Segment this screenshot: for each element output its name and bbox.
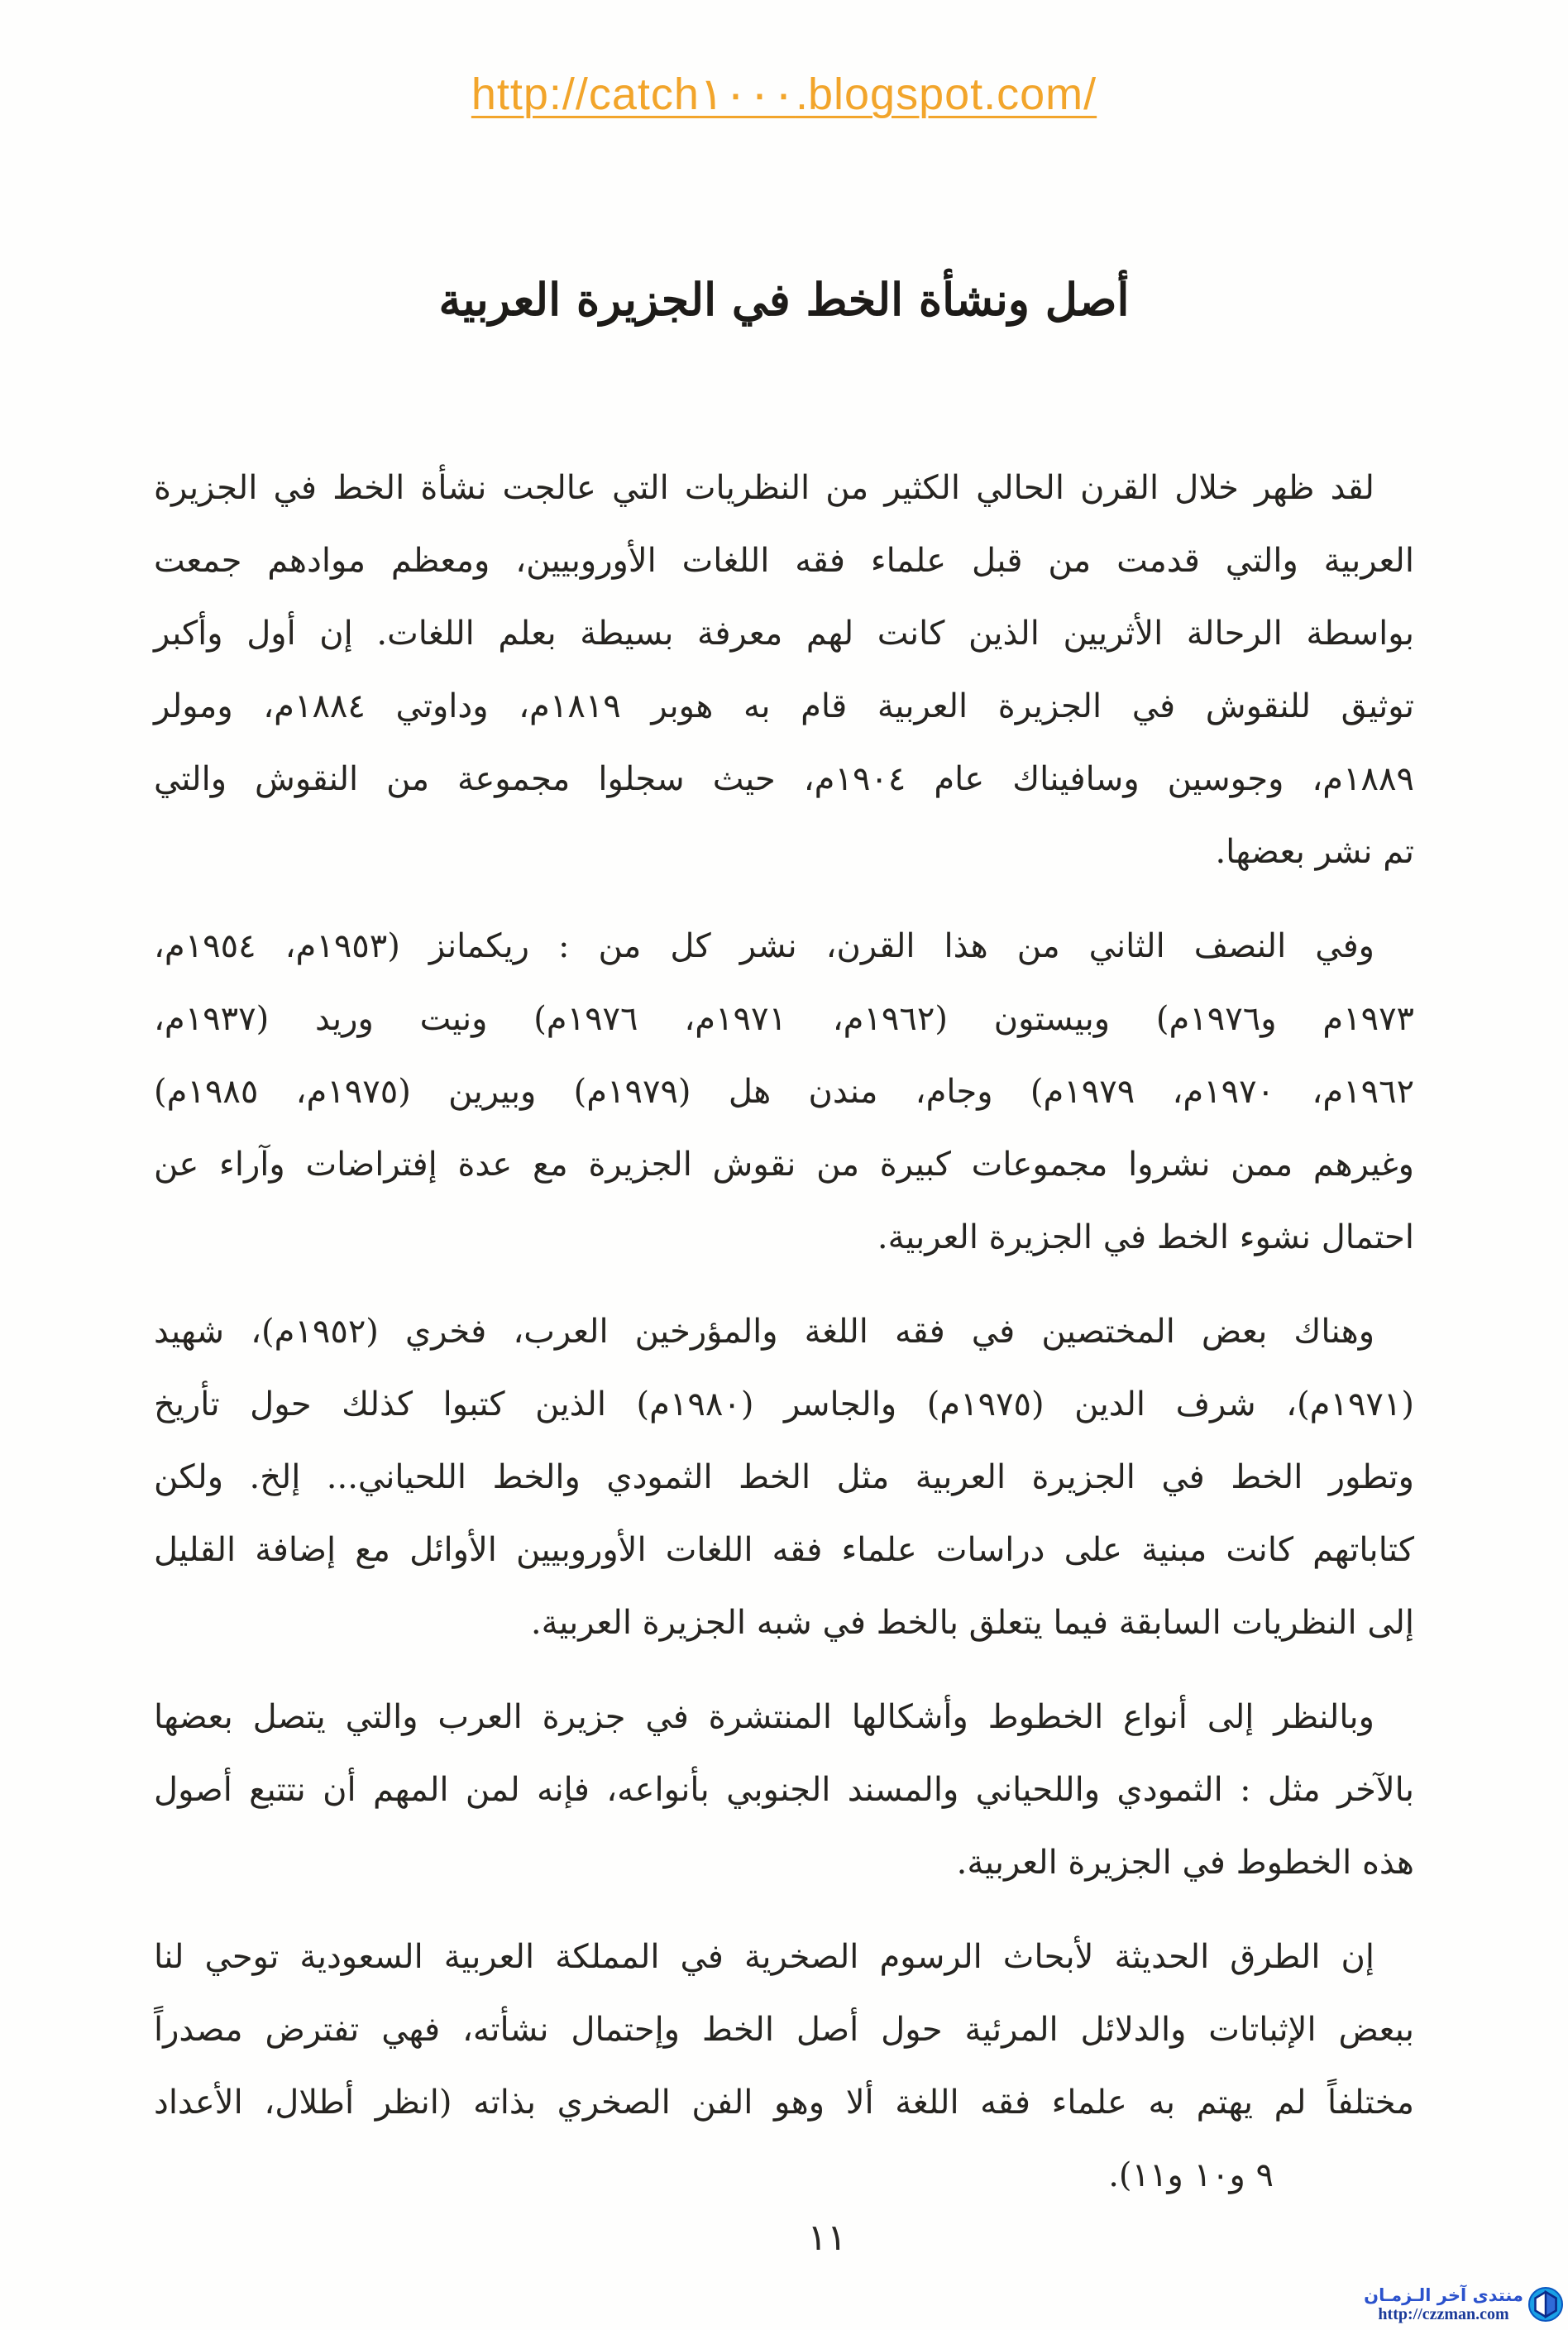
text-line: (١٩٧١م)، شرف الدين (١٩٧٥م) والجاسر (١٩٨٠م) الذين كتبوا كذلك حول تأريخ [154, 1385, 1414, 1423]
text-line: كتاباتهم كانت مبنية على دراسات علماء فقه اللغات الأوروبيين الأوائل مع إضافة القليل [154, 1531, 1414, 1569]
blog-url-link[interactable]: http://catch١٠٠٠.blogspot.com/ [471, 69, 1097, 119]
text-line: لقد ظهر خلال القرن الحالي الكثير من النظريات التي عالجت نشأة الخط في الجزيرة [154, 469, 1374, 507]
text-line: هذه الخطوط في الجزيرة العربية. [956, 1844, 1414, 1882]
text-line: وهناك بعض المختصين في فقه اللغة والمؤرخين العرب، فخري (١٩٥٢م)، شهيد [154, 1313, 1375, 1351]
page-title: أصل ونشأة الخط في الجزيرة العربية [438, 273, 1130, 326]
paragraph-5 [154, 1921, 1414, 2212]
forum-name: منتدى آخر الـزمـان [1364, 2285, 1523, 2305]
forum-logo-icon [1528, 2287, 1563, 2322]
text-line: ١٩٧٣م و١٩٧٦م) وبيستون (١٩٦٢م، ١٩٧١م، ١٩٧٦م) ونيت وريد (١٩٣٧م، [154, 1000, 1415, 1038]
text-line: احتمال نشوء الخط في الجزيرة العربية. [877, 1218, 1414, 1256]
forum-watermark-text [1364, 2285, 1523, 2323]
text-line: إن الطرق الحديثة لأبحاث الرسوم الصخرية في المملكة العربية السعودية توحي لنا [154, 1938, 1375, 1976]
text-line: وتطور الخط في الجزيرة العربية مثل الخط الثمودي والخط اللحياني... إلخ. ولكن [154, 1458, 1414, 1496]
text-line: ببعض الإثباتات والدلائل المرئية حول أصل الخط وإحتمال نشأته، فهي تفترض مصدراً [154, 2011, 1414, 2049]
text-line: بالآخر مثل : الثمودي واللحياني والمسند الجنوبي بأنواعه، فإنه لمن المهم أن نتتبع أصول [154, 1771, 1414, 1809]
paragraph-1 [154, 452, 1414, 888]
body-text [154, 452, 1414, 2233]
page-number: ١١ [807, 2217, 847, 2259]
text-line: مختلفاً لم يهتم به علماء فقه اللغة ألا وهو الفن الصخري بذاته (انظر أطلال، الأعداد [154, 2084, 1414, 2122]
paragraph-4 [154, 1681, 1414, 1899]
forum-watermark [1364, 2285, 1563, 2323]
text-line: ١٩٦٢م، ١٩٧٠م، ١٩٧٩م) وجام، مندن هل (١٩٧٩م) وبيرين (١٩٧٥م، ١٩٨٥م) [154, 1073, 1415, 1111]
text-line: إلى النظريات السابقة فيما يتعلق بالخط في شبه الجزيرة العربية. [530, 1604, 1414, 1642]
forum-url-link[interactable]: http://czzman.com [1378, 2305, 1509, 2323]
text-line: تم نشر بعضها. [1215, 833, 1414, 871]
text-line: بواسطة الرحالة الأثريين الذين كانت لهم معرفة بسيطة بعلم اللغات. إن أول وأكبر [154, 615, 1414, 653]
text-line: وغيرهم ممن نشروا مجموعات كبيرة من نقوش الجزيرة مع عدة إفتراضات وآراء عن [154, 1146, 1414, 1184]
text-line: وبالنظر إلى أنواع الخطوط وأشكالها المنتشرة في جزيرة العرب والتي يتصل بعضها [154, 1698, 1374, 1736]
paragraph-3 [154, 1295, 1414, 1659]
text-line: توثيق للنقوش في الجزيرة العربية قام به هوبر ١٨١٩م، وداوتي ١٨٨٤م، ومولر [154, 687, 1414, 725]
text-line: العربية والتي قدمت من قبل علماء فقه اللغات الأوروبيين، ومعظم موادهم جمعت [154, 542, 1414, 580]
text-line: ١٨٨٩م، وجوسين وسافيناك عام ١٩٠٤م، حيث سجلوا مجموعة من النقوش والتي [154, 760, 1414, 798]
text-line: ٩ و١٠ و١١). [1108, 2156, 1274, 2194]
header-url-row [0, 68, 1568, 120]
paragraph-2 [154, 910, 1414, 1274]
text-line: وفي النصف الثاني من هذا القرن، نشر كل من : ريكمانز (١٩٥٣م، ١٩٥٤م، [154, 927, 1374, 965]
